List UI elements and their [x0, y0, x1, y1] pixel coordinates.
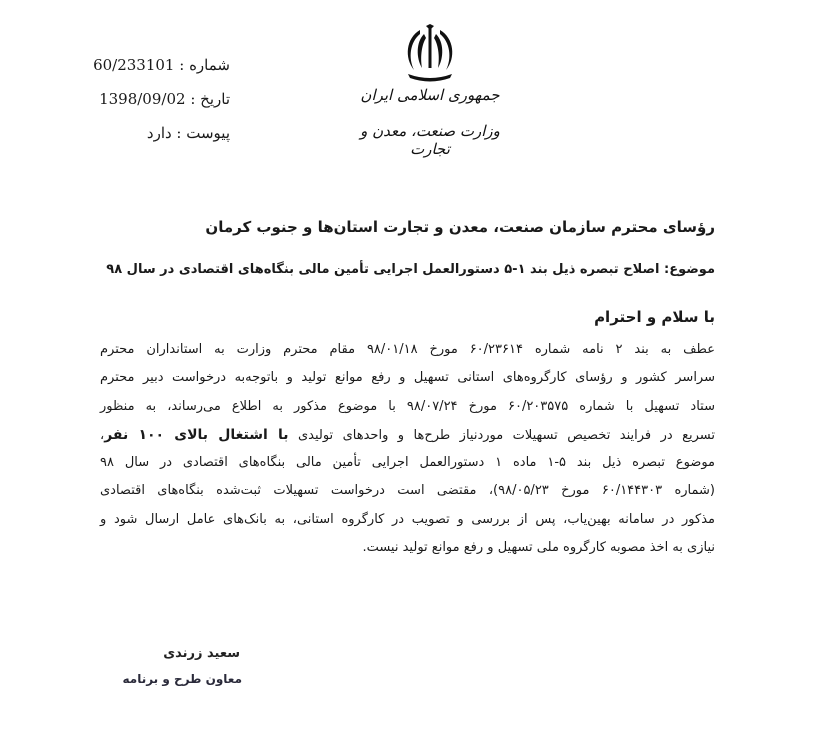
letter-number-row	[70, 48, 230, 82]
body-line: نیازی به اخذ مصوبه کارگروه ملی تسهیل و رفع موانع تولید نیست.	[362, 540, 715, 556]
body-line: ستاد تسهیل با شماره ۶۰/۲۰۳۵۷۵ مورخ ۹۸/۰۷/۲۴ با موضوع مذکور به اطلاع می‌رساند، به منظور	[100, 398, 715, 414]
employment-emphasis: با اشتغال بالای ۱۰۰ نفر	[104, 426, 289, 443]
letter-number-label: شماره :	[179, 56, 230, 74]
ministry-title: وزارت صنعت، معدن و تجارت	[360, 122, 500, 158]
signatory-title: معاون طرح و برنامه	[122, 672, 242, 686]
letter-body	[100, 336, 715, 562]
letter-subject: موضوع: اصلاح تبصره ذیل بند ۱-۵ دستورالعمل اجرایی تأمین مالی بنگاه‌های اقتصادی در سال ۹۸	[106, 262, 715, 277]
letter-meta	[70, 48, 230, 150]
letter-date-row	[70, 82, 230, 116]
body-line: مذکور در سامانه بهین‌یاب، پس از بررسی و تصویب در کارگروه استانی، به بانک‌های عامل ارسال شود و	[100, 511, 715, 527]
body-line-emphasis	[100, 421, 715, 449]
body-line: (شماره ۶۰/۱۴۴۳۰۳ مورخ ۹۸/۰۵/۲۳)، مقتضی است درخواست تسهیلات ثبت‌شده بنگاه‌های اقتصادی	[100, 483, 715, 499]
letter-date-label: تاریخ :	[190, 90, 230, 108]
body-line-emphasis-post: ،	[100, 427, 105, 443]
signatory-name: سعید زرندی	[163, 646, 240, 661]
letter-number-value: 60/233101	[93, 56, 175, 74]
letter-attachment-row	[70, 116, 230, 150]
body-line: سراسر کشور و رؤسای کارگروه‌های استانی تسهیل و رفع موانع تولید و باتوجه‌به درخواست دبیر محترم	[100, 370, 715, 386]
letter-attachment-label: پیوست : دارد	[146, 124, 230, 142]
body-line: عطف به بند ۲ نامه شماره ۶۰/۲۳۶۱۴ مورخ ۹۸/۰۱/۱۸ مقام محترم وزارت به استانداران محترم	[100, 342, 715, 357]
letter-date-value: 1398/09/02	[99, 90, 186, 108]
iran-emblem-icon	[398, 24, 462, 86]
republic-title: جمهوری اسلامی ایران	[360, 86, 500, 104]
letter-addressee: رؤسای محترم سازمان صنعت، معدن و تجارت استان‌ها و جنوب کرمان	[205, 218, 715, 236]
letter-greeting: با سلام و احترام	[594, 308, 715, 326]
body-line-emphasis-pre: تسریع در فرایند تخصیص تسهیلات موردنیاز طرح‌ها و واحدهای تولیدی	[297, 427, 716, 443]
body-line: موضوع تبصره ذیل بند ۵-۱ ماده ۱ دستورالعمل اجرایی تأمین مالی بنگاه‌های اقتصادی در سال ۹۸	[100, 455, 715, 471]
